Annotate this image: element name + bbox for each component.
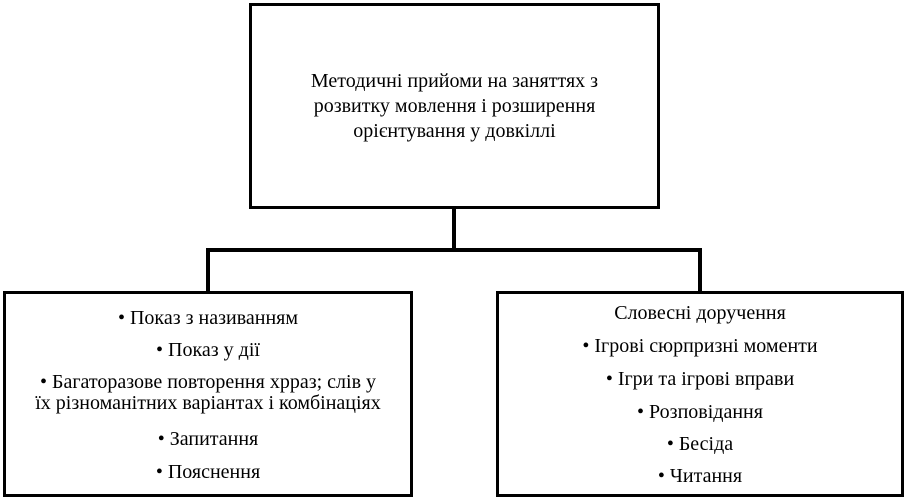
connector-left-down (206, 248, 210, 291)
root-title-line-3: орієнтування у довкіллі (353, 119, 556, 142)
root-node-title (297, 69, 612, 144)
root-title-line-1: Методичні прийоми на заняттях з (310, 69, 599, 92)
left-item-1: • Показ з називанням (117, 307, 299, 329)
right-item-5: • Бесіда (666, 433, 734, 455)
right-item-6: • Читання (657, 465, 743, 487)
right-item-1: Словесні доручення (614, 302, 786, 324)
right-item-3: • Ігри та ігрові вправи (605, 368, 795, 390)
left-item-2: • Показ у дії (156, 339, 260, 361)
connector-root-down (452, 209, 456, 251)
left-item-5: • Пояснення (155, 461, 261, 483)
root-title-line-2: розвитку мовлення і розширення (313, 94, 596, 117)
connector-right-down (698, 248, 702, 291)
right-item-4: • Розповідання (637, 401, 763, 423)
right-node (496, 291, 904, 497)
connector-horizontal (206, 248, 702, 252)
left-item-3-line-1: • Багаторазове повторення хрраз; слів у (39, 371, 377, 393)
right-item-2: • Ігрові сюрпризні моменти (582, 335, 818, 357)
left-item-3-line-2: їх різноманітних варіантах і комбінаціях (35, 392, 381, 414)
root-node (249, 3, 660, 209)
left-item-4: • Запитання (157, 428, 259, 450)
left-node (3, 291, 413, 497)
